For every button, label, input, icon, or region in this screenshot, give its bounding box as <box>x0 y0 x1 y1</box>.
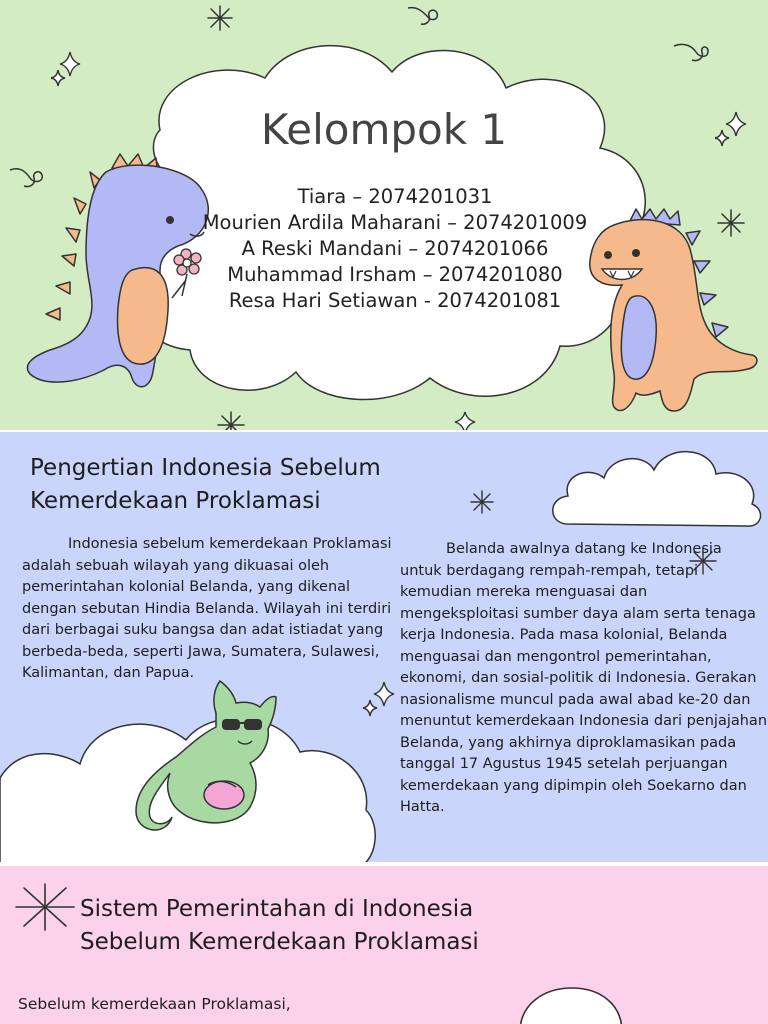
slide-title-line: Kemerdekaan Proklamasi <box>30 488 321 514</box>
definition-slide <box>0 432 768 862</box>
sparkle-icon <box>470 490 494 514</box>
cloud-illustration <box>516 984 626 1024</box>
star-sparkle-icon <box>452 410 478 430</box>
group-members-list <box>120 184 670 314</box>
slide-title: Kelompok 1 <box>260 105 508 154</box>
paragraph-text: Indonesia sebelum kemerdekaan Proklamasi adalah sebuah wilayah yang dikuasai oleh pemerintahan kolonial Belanda, yang dikenal dengan sebutan Hindia Belanda. Wilayah ini terdiri dari berbagai suku bangsa dan adat istiadat yang berbeda-beda, seperti Jawa, Sumatera, Sulawesi, Kalimantan, dan Papua. <box>22 536 392 681</box>
member-name: Muhammad Irsham – 2074201080 <box>227 263 563 286</box>
cat-illustration <box>130 677 280 837</box>
paragraph-text: Belanda awalnya datang ke Indonesia untuk berdagang rempah-rempah, tetapi kemudian mereka menguasai dan mengeksploitasi sumber daya alam serta tenaga kerja Indonesia. Pada masa kolonial, Belanda menguasai dan mengontrol pemerintahan, ekonomi, dan sosial-politik di Indonesia. Gerakan nasionalisme muncul pada awal abad ke-20 dan menuntut kemerdekaan Indonesia dari penjajahan Belanda, yang akhirnya diproklamasikan pada tanggal 17 Agustus 1945 setelah perjuangan kemerdekaan yang dipimpin oleh Soekarno dan Hatta. <box>400 541 768 815</box>
cloud-illustration <box>546 438 768 534</box>
member-name: Tiara – 2074201031 <box>297 185 493 208</box>
slide-title-line: Pengertian Indonesia Sebelum <box>30 455 381 481</box>
slide-title <box>80 893 580 959</box>
slide-title <box>30 452 450 518</box>
member-name: Mourien Ardila Maharani – 2074201009 <box>202 211 588 234</box>
sparkle-icon <box>206 4 234 32</box>
star-sparkle-icon <box>358 680 398 720</box>
title-slide <box>0 0 768 430</box>
paragraph-text: Sebelum kemerdekaan Proklamasi, <box>18 995 291 1013</box>
member-name: A Reski Mandani – 2074201066 <box>241 237 549 260</box>
paragraph-left <box>22 534 392 685</box>
paragraph-right <box>400 539 768 819</box>
slide-title-line: Sebelum Kemerdekaan Proklamasi <box>80 929 479 955</box>
swirl-icon <box>672 40 714 64</box>
member-name: Resa Hari Setiawan - 2074201081 <box>228 289 562 312</box>
sparkle-icon <box>14 882 76 932</box>
slide-title-line: Sistem Pemerintahan di Indonesia <box>80 896 474 922</box>
sparkle-icon <box>216 410 246 430</box>
government-system-slide <box>0 866 768 1024</box>
star-sparkle-icon <box>46 50 86 90</box>
swirl-icon <box>405 2 441 28</box>
